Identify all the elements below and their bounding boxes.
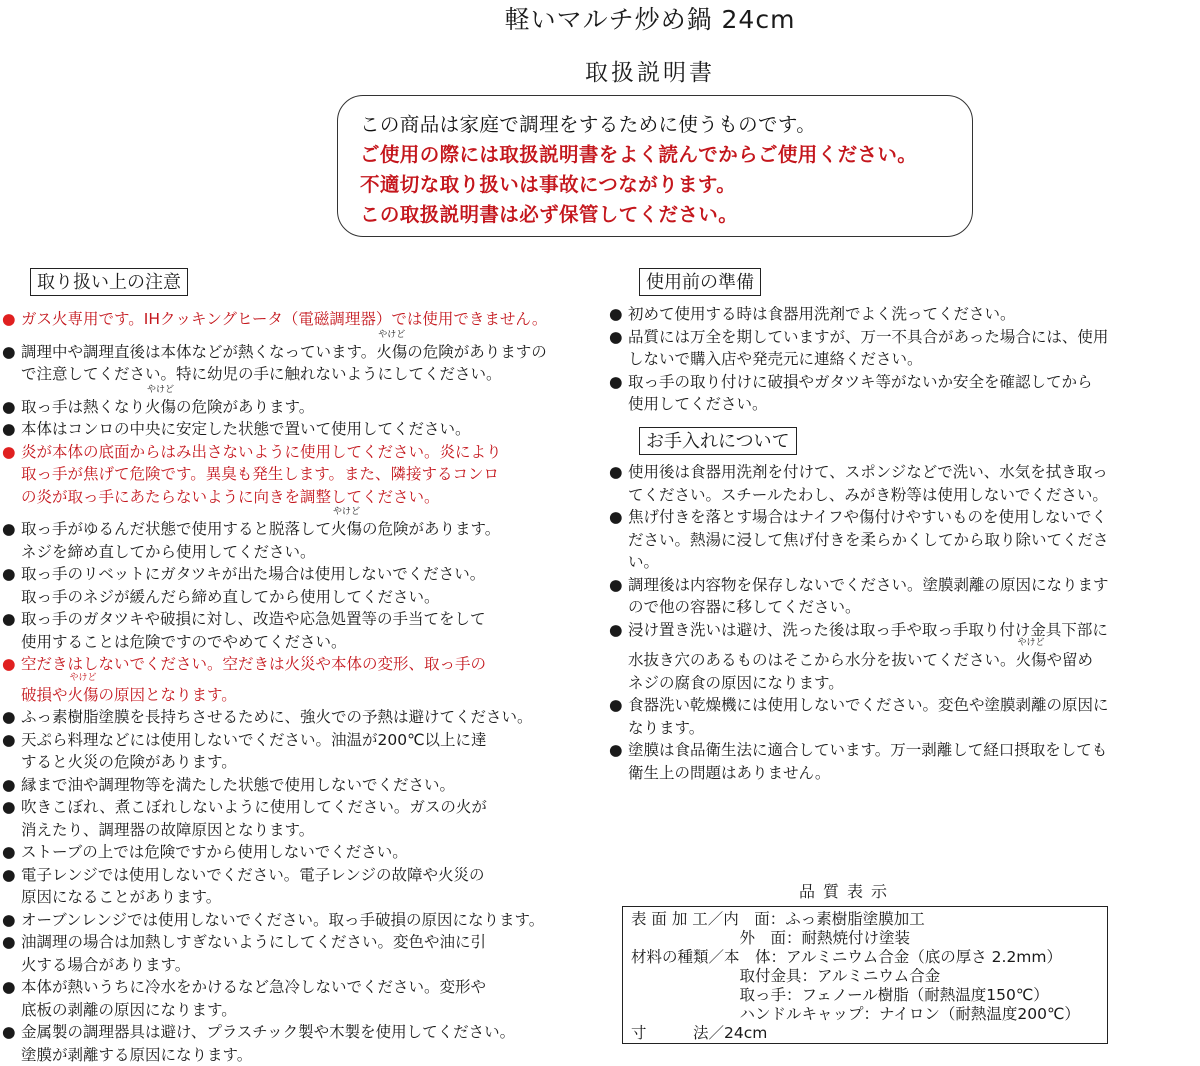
- list-item: [609, 574, 1199, 619]
- bullet: ●: [2, 909, 16, 932]
- item-text: ふっ素樹脂塗膜を長持ちさせるために、強火での予熱は避けてください。: [21, 706, 602, 729]
- bullet: ●: [2, 729, 16, 752]
- bullet: ●: [2, 608, 16, 631]
- item-text: 取っ手のリベットにガタツキが出た場合は使用しないでください。: [21, 563, 602, 586]
- list-item: [609, 506, 1199, 574]
- item-text: 電子レンジでは使用しないでください。電子レンジの故障や火災の: [21, 864, 602, 887]
- item-text: 油調理の場合は加熱しすぎないようにしてください。変色や油に引: [21, 931, 602, 954]
- section-heading-preparation: 使用前の準備: [639, 268, 761, 296]
- list-item: [609, 461, 1199, 506]
- ruby-word: やけど 火傷: [331, 518, 362, 541]
- preparation-list: [609, 303, 1199, 416]
- item-text: ネジを締め直してから使用してください。: [21, 541, 602, 564]
- ruby-word: やけど 火傷: [376, 341, 407, 364]
- item-text: 吹きこぼれ、煮こぼれしないように使用してください。ガスの火が: [21, 796, 602, 819]
- item-text: 浸け置き洗いは避け、洗った後は取っ手や取っ手取り付け金具下部に: [628, 619, 1199, 642]
- item-text: 本体はコンロの中央に安定した状態で置いて使用してください。: [21, 418, 602, 441]
- item-text: 取っ手は熱くなり やけど 火傷の危険があります。: [21, 396, 602, 419]
- quality-row: ハンドルキャップ：ナイロン（耐熱温度200℃）: [631, 1005, 1107, 1024]
- item-text: オーブンレンジでは使用しないでください。取っ手破損の原因になります。: [21, 909, 602, 932]
- list-item: [2, 841, 602, 864]
- item-text: 取っ手のガタツキや破損に対し、改造や応急処置等の手当てをして: [21, 608, 602, 631]
- item-text: 初めて使用する時は食器用洗剤でよく洗ってください。: [628, 303, 1199, 326]
- item-text: 取っ手のネジが緩んだら締め直してから使用してください。: [21, 586, 602, 609]
- bullet: ●: [609, 326, 623, 349]
- list-item: [609, 694, 1199, 739]
- bullet: ●: [2, 774, 16, 797]
- bullet: ●: [609, 619, 623, 642]
- bullet: ●: [609, 371, 623, 394]
- item-text: 金属製の調理器具は避け、プラスチック製や木製を使用してください。: [21, 1021, 602, 1044]
- item-text: 衛生上の問題はありません。: [628, 762, 1199, 785]
- bullet: ●: [2, 563, 16, 586]
- bullet: ●: [2, 341, 16, 364]
- item-text: い。: [628, 551, 1199, 574]
- item-text: 使用してください。: [628, 393, 1199, 416]
- bullet: ●: [609, 739, 623, 762]
- bullet: ●: [2, 1021, 16, 1044]
- item-text: 使用することは危険ですのでやめてください。: [21, 631, 602, 654]
- quality-row: 寸 法／24cm: [631, 1024, 1107, 1043]
- list-item: [609, 619, 1199, 695]
- list-item: [2, 563, 602, 608]
- bullet: ●: [2, 441, 16, 464]
- item-text: ださい。熱湯に浸して焦げ付きを柔らかくしてから取り除いてくださ: [628, 529, 1199, 552]
- list-item: [2, 308, 602, 331]
- item-text: 取っ手が焦げて危険です。異臭も発生します。また、隣接するコンロ: [21, 463, 602, 486]
- item-text: 塗膜は食品衛生法に適合しています。万一剥離して経口摂取をしても: [628, 739, 1199, 762]
- quality-row: 材料の種類／本 体：アルミニウム合金（底の厚さ 2.2mm）: [631, 948, 1107, 967]
- list-item: [609, 371, 1199, 416]
- notice-box: [337, 95, 973, 237]
- quality-row: 表 面 加 工／内 面：ふっ素樹脂塗膜加工: [631, 910, 1107, 929]
- bullet: ●: [2, 418, 16, 441]
- list-item: [609, 303, 1199, 326]
- list-item: [2, 931, 602, 976]
- bullet: ●: [609, 461, 623, 484]
- list-item: [2, 396, 602, 419]
- list-item: [2, 976, 602, 1021]
- bullet: ●: [2, 796, 16, 819]
- quality-heading: 品質表示: [799, 879, 895, 902]
- section-heading-care: お手入れについて: [639, 427, 797, 455]
- bullet: ●: [2, 518, 16, 541]
- item-text: で注意してください。特に幼児の手に触れないようにしてください。: [21, 363, 602, 386]
- list-item: [2, 729, 602, 774]
- ruby-word: やけど 火傷: [1016, 649, 1047, 672]
- list-item: [2, 796, 602, 841]
- ruby-word: やけど 火傷: [145, 396, 176, 419]
- list-item: [2, 418, 602, 441]
- section-heading-handling: 取り扱い上の注意: [30, 268, 188, 296]
- bullet: ●: [2, 976, 16, 999]
- list-item: [2, 341, 602, 386]
- bullet: ●: [609, 506, 623, 529]
- item-text: 縁まで油や調理物等を満たした状態で使用しないでください。: [21, 774, 602, 797]
- bullet: ●: [2, 706, 16, 729]
- quality-row: 外 面：耐熱焼付け塗装: [631, 929, 1107, 948]
- bullet: ●: [2, 396, 16, 419]
- list-item: [2, 518, 602, 563]
- list-item: [2, 653, 602, 706]
- item-text: ストーブの上では危険ですから使用しないでください。: [21, 841, 602, 864]
- quality-row: 取付金具：アルミニウム合金: [631, 967, 1107, 986]
- care-list: [609, 461, 1199, 784]
- item-text: てください。スチールたわし、みがき粉等は使用しないでください。: [628, 484, 1199, 507]
- item-text: ガス火専用です。IHクッキングヒータ（電磁調理器）では使用できません。: [21, 308, 602, 331]
- item-text: 食器洗い乾燥機には使用しないでください。変色や塗膜剥離の原因に: [628, 694, 1199, 717]
- item-text: 火する場合があります。: [21, 954, 602, 977]
- list-item: [2, 909, 602, 932]
- bullet: ●: [2, 308, 16, 331]
- item-text: 底板の剥離の原因になります。: [21, 999, 602, 1022]
- item-text: 取っ手がゆるんだ状態で使用すると脱落して やけど 火傷の危険があります。: [21, 518, 602, 541]
- item-text: 使用後は食器用洗剤を付けて、スポンジなどで洗い、水気を拭き取っ: [628, 461, 1199, 484]
- item-text: すると火災の危険があります。: [21, 751, 602, 774]
- list-item: [2, 608, 602, 653]
- bullet: ●: [2, 653, 16, 676]
- handling-list: [2, 308, 602, 1066]
- bullet: ●: [2, 841, 16, 864]
- list-item: [609, 326, 1199, 371]
- item-text: 天ぷら料理などには使用しないでください。油温が200℃以上に達: [21, 729, 602, 752]
- bullet: ●: [609, 303, 623, 326]
- item-text: 本体が熱いうちに冷水をかけるなど急冷しないでください。変形や: [21, 976, 602, 999]
- notice-line: この商品は家庭で調理をするために使うものです。: [360, 110, 972, 140]
- item-text: 空だきはしないでください。空だきは火災や本体の変形、取っ手の: [21, 653, 602, 676]
- item-text: 炎が本体の底面からはみ出さないように使用してください。炎により: [21, 441, 602, 464]
- quality-table: [622, 906, 1108, 1044]
- item-text: ので他の容器に移してください。: [628, 596, 1199, 619]
- item-text: 品質には万全を期していますが、万一不具合があった場合には、使用: [628, 326, 1199, 349]
- list-item: [2, 864, 602, 909]
- notice-line: ご使用の際には取扱説明書をよく読んでからご使用ください。: [360, 140, 972, 170]
- list-item: [609, 739, 1199, 784]
- bullet: ●: [609, 694, 623, 717]
- item-text: 破損や やけど 火傷の原因となります。: [21, 684, 602, 707]
- quality-row: 取っ手：フェノール樹脂（耐熱温度150℃）: [631, 986, 1107, 1005]
- notice-line: この取扱説明書は必ず保管してください。: [360, 200, 972, 230]
- item-text: 消えたり、調理器の故障原因となります。: [21, 819, 602, 842]
- list-item: [2, 774, 602, 797]
- item-text: の炎が取っ手にあたらないように向きを調整してください。: [21, 486, 602, 509]
- list-item: [2, 1021, 602, 1066]
- ruby-word: やけど 火傷: [68, 684, 99, 707]
- bullet: ●: [609, 574, 623, 597]
- list-item: [2, 441, 602, 509]
- bullet: ●: [2, 864, 16, 887]
- item-text: なります。: [628, 717, 1199, 740]
- item-text: 水抜き穴のあるものはそこから水分を抜いてください。 やけど 火傷や留め: [628, 649, 1199, 672]
- item-text: ネジの腐食の原因になります。: [628, 672, 1199, 695]
- item-text: 調理後は内容物を保存しないでください。塗膜剥離の原因になります: [628, 574, 1199, 597]
- item-text: しないで購入店や発売元に連絡ください。: [628, 348, 1199, 371]
- page-subtitle: 取扱説明書: [0, 54, 1200, 87]
- bullet: ●: [2, 931, 16, 954]
- item-text: 塗膜が剥離する原因になります。: [21, 1044, 602, 1066]
- list-item: [2, 706, 602, 729]
- item-text: 取っ手の取り付けに破損やガタツキ等がないか安全を確認してから: [628, 371, 1199, 394]
- item-text: 焦げ付きを落とす場合はナイフや傷付けやすいものを使用しないでく: [628, 506, 1199, 529]
- notice-line: 不適切な取り扱いは事故につながります。: [360, 170, 972, 200]
- page-title: 軽いマルチ炒め鍋 24cm: [0, 0, 1200, 36]
- item-text: 調理中や調理直後は本体などが熱くなっています。 やけど 火傷の危険がありますの: [21, 341, 602, 364]
- item-text: 原因になることがあります。: [21, 886, 602, 909]
